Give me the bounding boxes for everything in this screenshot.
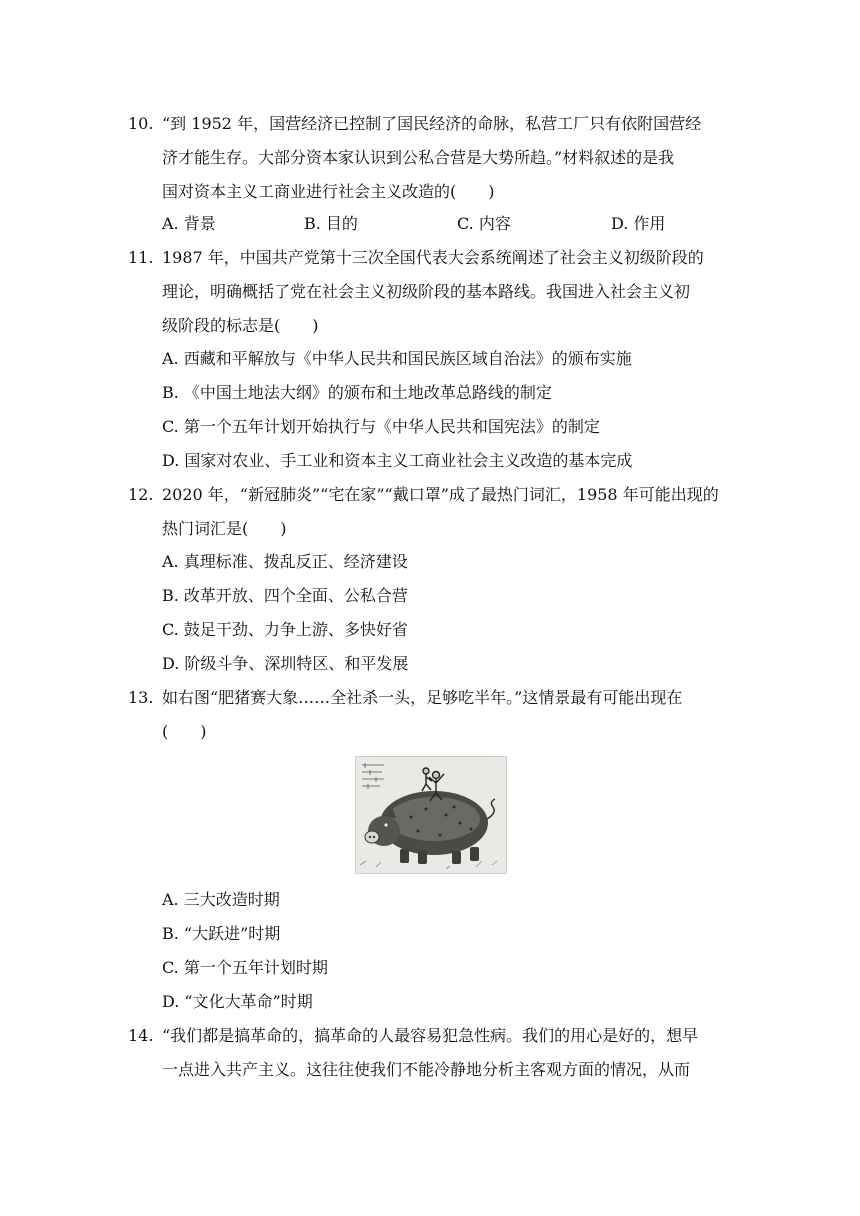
option-d[interactable]: D. 阶级斗争、深圳特区、和平发展 (162, 654, 409, 673)
option-c[interactable]: C. 内容 (457, 214, 511, 233)
question-number: 13. (128, 688, 154, 707)
question-13 (128, 681, 738, 749)
option-d[interactable]: D. 作用 (611, 214, 666, 233)
question-number: 12. (128, 485, 154, 504)
question-number: 11. (128, 248, 154, 267)
question-10-stem (128, 107, 738, 141)
question-text-line: 级阶段的标志是( ) (162, 316, 319, 335)
question-text-line: ( ) (162, 722, 207, 741)
question-11-stem (128, 241, 738, 275)
question-13-stem (128, 681, 738, 715)
option-a[interactable]: A. 西藏和平解放与《中华人民共和国民族区域自治法》的颁布实施 (162, 349, 632, 368)
option-c[interactable]: C. 第一个五年计划开始执行与《中华人民共和国宪法》的制定 (162, 417, 600, 436)
option-d[interactable]: D. “文化大革命”时期 (162, 992, 313, 1011)
option-b[interactable]: B. “大跃进”时期 (162, 924, 281, 943)
question-text-line: “到 1952 年，国营经济已控制了国民经济的命脉，私营工厂只有依附国营经 (162, 114, 702, 133)
question-10-options (162, 207, 722, 241)
question-text-line: 1987 年，中国共产党第十三次全国代表大会系统阐述了社会主义初级阶段的 (162, 248, 704, 267)
option-c[interactable]: C. 鼓足干劲、力争上游、多快好省 (162, 620, 408, 639)
question-number: 10. (128, 114, 154, 133)
option-b[interactable]: B. 《中国土地法大纲》的颁布和土地改革总路线的制定 (162, 383, 552, 402)
option-a[interactable]: A. 真理标准、拨乱反正、经济建设 (162, 552, 408, 571)
question-text-line: 2020 年，“新冠肺炎”“宅在家”“戴口罩”成了最热门词汇，1958 年可能出现的 (162, 485, 719, 504)
question-12-stem (128, 478, 738, 512)
option-b[interactable]: B. 改革开放、四个全面、公私合营 (162, 586, 408, 605)
option-d[interactable]: D. 国家对农业、手工业和资本主义工商业社会主义改造的基本完成 (162, 451, 633, 470)
question-10 (128, 107, 738, 209)
question-text-line: 国对资本主义工商业进行社会主义改造的( ) (162, 182, 495, 201)
question-number: 14. (128, 1026, 154, 1045)
question-text-line: 济才能生存。大部分资本家认识到公私合营是大势所趋。”材料叙述的是我 (162, 148, 675, 167)
pig-illustration (356, 757, 506, 873)
question-text-line: 热门词汇是( ) (162, 519, 287, 538)
question-12 (128, 478, 738, 546)
question-11 (128, 241, 738, 343)
question-text-line: 一点进入共产主义。这往往使我们不能冷静地分析主客观方面的情况，从而 (162, 1060, 691, 1079)
option-a[interactable]: A. 背景 (162, 214, 216, 233)
option-b[interactable]: B. 目的 (304, 214, 358, 233)
question-14-stem (128, 1019, 738, 1053)
option-c[interactable]: C. 第一个五年计划时期 (162, 958, 328, 977)
question-14 (128, 1019, 738, 1087)
pig-cartoon-image (355, 756, 507, 874)
question-text-line: 如右图“肥猪赛大象……全社杀一头，足够吃半年。”这情景最有可能出现在 (162, 688, 683, 707)
question-text-line: 理论，明确概括了党在社会主义初级阶段的基本路线。我国进入社会主义初 (162, 282, 691, 301)
option-a[interactable]: A. 三大改造时期 (162, 890, 280, 909)
question-text-line: “我们都是搞革命的，搞革命的人最容易犯急性病。我们的用心是好的，想早 (162, 1026, 699, 1045)
